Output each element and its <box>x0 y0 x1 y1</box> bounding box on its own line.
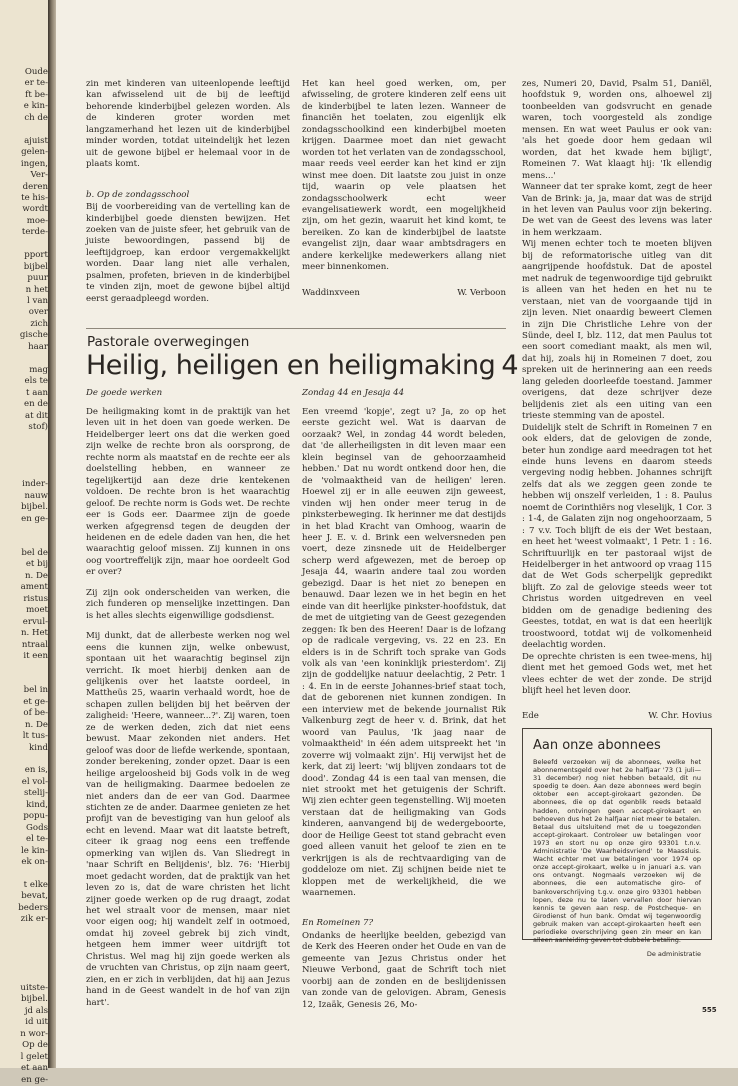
gutter-fragment: kind <box>29 742 48 753</box>
gutter-fragment: ervul- <box>22 616 48 627</box>
gutter-fragment: Oude <box>24 67 48 77</box>
gutter-fragment: te his- <box>21 192 48 203</box>
article-column-c <box>522 79 712 723</box>
gutter-fragment: Op de <box>22 1040 48 1051</box>
article-kicker: Pastorale overwegingen <box>87 334 250 350</box>
signature-name: W. Verboon <box>457 287 506 298</box>
gutter-fragment: puur <box>27 273 48 284</box>
gutter-fragment: n. Het <box>20 628 48 639</box>
gutter-fragment: terde- <box>21 227 48 238</box>
subheading-goede-werken: De goede werken <box>86 388 163 398</box>
paragraph: De heiligmaking komt in de praktijk van het leven uit in het doen van goede werken. De Heidelberger leert ons dat die werken goed zijn welke de rechte bron als oorsprong, de rechte norm als maatstaf en de rechte eer als doelstelling hebben, en wanneer ze tegelijkertijd aan deze drie kentekenen voldoen. De rechte bron is het waarachtig geloof. De rechte norm is Gods wet. De rechte eer is Gods eer. Daarmee zijn de goede werken afgegrensd tegen de deugden der heidenen en de edele daden van hen, die het waarachtig geloof missen. Zij kunnen in ons oog voortreffelijk zijn, maar hoe oordeelt God er over? <box>86 407 290 578</box>
paragraph: Wij menen echter toch te moeten blijven bij de reformatorische uitleg van dit aangrijpende hoofdstuk. Dat de apostel met nadruk de tegenwoordige tijd gebruikt is alleen van het heden en het nu te verstaan, niet van de voorgaande tijd in zijn leven. Niet onaardig beweert Clemen in zijn Die Christliche Lehre von der Sünde, deel I, blz. 112, dat men Paulus tot een soort comediant maakt, als men wil, dat hij, zoals hij in Romeinen 7 doet, zou spreken uit de herinnering aan een reeds lang geleden doorleefde toestand. Jammer overigens, dat deze schrijver deze belijdenis ziet als een uiting van een trieste stemming van de apostel. <box>522 239 712 422</box>
notice-signature: De administratie <box>646 950 701 959</box>
gutter-fragment: et bij <box>25 559 48 570</box>
gutter-fragment: beders <box>18 902 48 913</box>
article-prev-column-1 <box>86 79 290 314</box>
gutter-fragment: popu- <box>23 811 48 822</box>
paragraph: Wanneer dat ter sprake komt, zegt de heer Van de Brink: ja, ja, maar dat was de strijd in het leven van Paulus voor zijn bekering. De wet van de Geest des levens was later in hem werkzaam. <box>522 182 712 238</box>
gutter-fragment: ament <box>20 582 48 593</box>
gutter-fragment: er te- <box>24 78 48 89</box>
signature-place: Waddinxveen <box>302 287 360 298</box>
gutter-fragment: e kin- <box>23 101 48 112</box>
article-divider <box>86 328 506 329</box>
article-title-number: 4 <box>501 350 518 381</box>
gutter-fragment: bijbel. <box>21 994 48 1005</box>
gutter-fragment: n. De <box>25 719 48 730</box>
gutter-fragment: en ge- <box>21 1074 48 1085</box>
paragraph: Mij dunkt, dat de allerbeste werken nog wel eens die kunnen zijn, welke onbewust, spontaan uit het waarachtig beginsel zijn verricht. Ik moet hierbij denken aan de gelijkenis over het laatste oordeel, in Mattheüs 25, waarin verhaald wordt, hoe de schapen zullen belijden bij het beërven der zaligheid: 'Heere, wanneer...?'. Zij waren, toen ze de werken deden, zich dat niet eens bewust. Maar zekonden niet anders. Het geloof was door de liefde werkende, spontaan, zonder berekening, zonder opzet. Daar is een heilige argeloosheid bij Gods volk in de weg van de heiligmaking. Daarmee bedoelen ze niet anders dan de eer van God. Daarmee stichten ze de ander. Daarmee genieten ze het profijt van de bevestiging van hun geloof als echt en levend. Maar wat dit laatste betreft, citeer ik graag nog eens een treffende opmerking van wijlen ds. Van Sliedregt in 'naar Schrift en Belijdenis', blz. 76: 'Hierbij moet gedacht worden, dat de praktijk van het leven zo is, dat de ware christen het licht zijner goede werken op de rug draagt, zodat het wel straalt voor de mensen, maar niet voor eigen oog; hij wandelt zelf in ootmoed, omdat hij zoveel gebrek bij zich vindt, hetgeen hem immer weer uitdrijft tot Christus. Wel mag hij zijn goede werken als de vruchten van Christus, op zijn naam geert, zien, en er zich in verblijden, dat hij aan Jezus hand in de Geest wandelt in de hof van zijn hart'. <box>86 631 290 1008</box>
notice-body: Beleefd verzoeken wij de abonnees, welke het abonnementsgeld over het 2e halfjaar '73 (1 juli—31 december) nog niet hebben betaald, dit nu spoedig te doen. Aan deze abonnees werd begin oktober een accept-girokaart gezonden. De abonnees, die op dat ogenblik reeds betaald hadden, ontvingen geen accept-girokaart en behoeven dus het 2e halfjaar niet meer te betalen. Betaal dus uitsluitend met de u toegezonden accept-girokaart. Controleer uw betalingen voor 1973 en stort nu op onze giro 93301 t.n.v. Administratie 'De Waarheidsvriend' te Maassluis. Wacht echter met uw betalingen voor 1974 op onze accept-girokaart, welke u in januari a.s. van ons ontvangt. Nogmaals verzoeken wij de abonnees, die een automatische giro- of bankoverschrijving t.g.v. onze giro 93301 hebben lopen, deze nu te laten vervallen door hiervan kennis te geven aan resp. de Postcheque- en Girodienst of hun bank. Omdat wij tegenwoordig gebruik maken van accept-girokaarten heeft een periodieke overschrijving geen zin meer en kan alleen aanleiding geven tot dubbele betaling. <box>533 758 701 945</box>
signature-line <box>522 711 712 722</box>
gutter-fragment: bevat, <box>21 891 48 902</box>
gutter-fragment: ch de <box>24 112 48 123</box>
gutter-fragment: haar <box>28 341 48 352</box>
gutter-fragment: moet <box>26 605 48 616</box>
signature-place: Ede <box>522 711 539 722</box>
gutter-fragment: deren <box>22 181 48 192</box>
gutter-fragment: it een <box>23 650 48 661</box>
gutter-fragment: ek on- <box>21 857 48 868</box>
gutter-fragment: bel de <box>21 547 48 558</box>
gutter-fragment: l van <box>27 296 48 306</box>
gutter-fragment: ristus <box>23 593 48 604</box>
gutter-fragment: en ge- <box>21 513 48 524</box>
paragraph: De oprechte christen is een twee-mens, hij dient met het gemoed Gods wet, met het vlees echter de wet der zonde. De strijd blijft heel het leven door. <box>522 651 712 697</box>
paragraph: Een vreemd 'kopje', zegt u? Ja, zo op het eerste gezicht wel. Wat is daarvan de oorzaak? Wel, in zondag 44 wordt beleden, dat 'de allerheiligsten in dit leven maar een klein beginsel van de gehoorzaamheid hebben.' Dat nu wordt ontkend door hen, die de 'volmaaktheid van de heiligen' leren. Hoewel zij er in alle eeuwen zijn geweest, vinden wij hen onder meer terug in de pinksterbeweging. Ik herinner me dat destijds in het blad Kracht van Omhoog, waarin de heer J. E. v. d. Brink een welversneden pen voert, deze zinsnede uit de Heidelberger scherp werd afgewezen, met de beroep op Jesaja 44, waarin andere taal zou worden gebezigd. Daar is het niet zo benepen en benauwd. Daar lezen we in het begin en het einde van dit heerlijke pinkster-hoofdstuk, dat de met de uitgieting van de Geest gezegenden zeggen: Ik ben des Heeren! Daar is de lofzang op de radicale vergeving, vs. 22 en 23. En elders is in de Schrift toch sprake van Gods volk als van 'een koninklijk priesterdom'. Zij zijn de goddelijke natuur deelachtig, 2 Petr. 1 : 4. En in de eerste Johannes-brief staat toch, dat de geborenen niet kunnen zondigen. In een interview met de bekende journalist Rik Valkenburg zegt de heer v. d. Brink, dat het woord van Paulus, 'Ik jaag naar de volmaaktheid' in één adem uitspreekt het 'in zoverre wij volmaakt zijn'. Hij verwijst het de kerk, dat zij leert: 'wij blijven zondaars tot de dood'. Zondag 44 is een taal van mensen, die niet strookt met het getuigenis der Schrift. Wij zien echter geen tegenstelling. Wij moeten verstaan dat de heiligmaking van Gods kinderen, aanvangend bij de wedergeboorte, door de Heilige Geest tot stand gebracht even goed alleen vanuit het geloof te zien en te verkrijgen is als de rechtvaardiging van de goddeloze om niet. Zij schijnen beide niet te kloppen met de werkelijkheid, die we waarnemen. <box>302 407 506 899</box>
gutter-fragment: Ver- <box>30 170 48 181</box>
notice-title: Aan onze abonnees <box>533 738 661 753</box>
article-prev-column-2 <box>302 79 506 299</box>
gutter-fragment: uitste- <box>20 983 48 993</box>
gutter-fragment: ingen, <box>20 158 48 169</box>
gutter-fragment: t elke <box>23 879 48 890</box>
gutter-fragment: t aan <box>26 387 48 398</box>
gutter-fragment: lt tus- <box>22 731 48 742</box>
gutter-fragment: el vol- <box>21 776 48 787</box>
gutter-fragment: bijbel. <box>21 502 48 513</box>
gutter-fragment: moe- <box>26 215 48 226</box>
paragraph: Het kan heel goed werken, om, per afwisseling, de grotere kinderen zelf eens uit de kinderbijbel te laten lezen. Wanneer de financiën het toelaten, zou eigenlijk elk zondagsschoolkind een kinderbijbel moeten krijgen. Daarmee moet dan niet gewacht worden tot het verlaten van de zondagsschool, maar reeds veel eerder kan het kind er zijn winst mee doen. Dit laatste zou juist in onze tijd, waarin op vele plaatsen het zondagsschoolwerk echt weer evangelisatiewerk wordt, een mogelijkheid zijn, om het gezin, waaruit het kind komt, te bereiken. Zo kan de kinderbijbel de laatste evangelist zijn, daar waar ambtsdragers en andere kerkelijke medewerkers allang niet meer binnenkomen. <box>302 79 506 273</box>
paragraph: zes, Numeri 20, David, Psalm 51, Daniël, hoofdstuk 9, worden ons, alhoewel zij toonbeelden van godsvrucht en genade waren, toch voorgesteld als zondige mensen. En wat weet Paulus er ook van: 'als het goede door hem gedaan wil worden, dat het kwade hem bijligt', Romeinen 7. Wat klaagt hij: 'Ik ellendig mens...' <box>522 79 712 181</box>
gutter-fragment: zich <box>30 318 48 329</box>
paragraph: Duidelijk stelt de Schrift in Romeinen 7 en ook elders, dat de gelovigen de zonde, beter hun zondige aard meedragen tot het einde huns levens en daarom steeds vergeving nodig hebben. Johannes schrijft zelfs dat als we zeggen geen zonde te hebben wij onszelf verleiden, 1 : 8. Paulus noemt de Corinthiërs nog vleselijk, 1 Cor. 3 : 1-4, de Galaten zijn nog ongehoorzaam, 5 : 7 v.v. Toch blijft de eis der Wet bestaan, en heet het 'weest volmaakt', 1 Petr. 1 : 16. Schriftuurlijk en ter pastoraal wijst de Heidelberger in het antwoord op vraag 115 dat de Wet Gods scherpelijk gepredikt blijft. Zo zal de gelovige steeds weer tot Christus worden uitgedreven en veel bidden om de genadige bediening des Geestes, totdat, en wat is dat een heerlijk troostwoord, totdat wij de volkomenheid deelachtig worden. <box>522 422 713 651</box>
previous-page-gutter <box>0 0 50 1085</box>
gutter-fragment: id uit <box>25 1017 48 1028</box>
gutter-fragment: wordt <box>22 204 48 215</box>
gutter-fragment: ntraal <box>21 639 48 650</box>
article-title <box>86 350 518 381</box>
gutter-fragment: jd als <box>24 1005 48 1016</box>
gutter-fragment: stelij- <box>23 788 48 799</box>
section-heading: En Romeinen 7? <box>302 918 374 929</box>
page-number: 555 <box>702 1006 717 1014</box>
gutter-fragment: els te <box>24 376 48 387</box>
gutter-fragment: bel in <box>23 685 48 696</box>
gutter-fragment: et aan <box>20 1063 48 1074</box>
gutter-fragment: et ge- <box>23 696 48 707</box>
subheading-zondag-44: Zondag 44 en Jesaja 44 <box>302 388 405 398</box>
gutter-fragment: n het <box>25 284 48 295</box>
paragraph: Bij de voorbereiding van de vertelling kan de kinderbijbel goede diensten bewijzen. Het zoeken van de juiste sfeer, het gebruik van de juiste bewoordingen, passend bij de leeftijdgroep, kan erdoor vergemakkelijkt worden. Daar lang niet alle verhalen, psalmen, profeten, brieven in de kinderbijbel te vinden zijn, moet de gewone bijbel altijd eerst geraadpleegd worden. <box>86 202 290 304</box>
gutter-fragment: le kin- <box>21 845 48 856</box>
gutter-fragment: kind, <box>26 799 48 810</box>
gutter-fragment: en de <box>24 399 48 410</box>
gutter-fragment: zik er- <box>20 914 48 925</box>
gutter-fragment: of be- <box>23 708 48 719</box>
gutter-fragment: mag <box>29 364 48 375</box>
subscriber-notice-box <box>522 728 712 959</box>
gutter-fragment: el te- <box>25 834 48 845</box>
gutter-fragment: gelen- <box>21 147 48 158</box>
article-title-text: Heilig, heiligen en heiligmaking <box>86 350 496 381</box>
paragraph: zin met kinderen van uiteenlopende leeftijd kan afwisselend uit de bij de leeftijd behorende kinderbijbel gelezen worden. Als de kinderen groter worden met langzamerhand het lezen uit de kinderbijbel minder worden, totdat uiteindelijk het lezen uit de gewone bijbel er helemaal voor in de plaats komt. <box>86 79 290 170</box>
gutter-fragment: n wor- <box>20 1028 48 1039</box>
gutter-fragment: ajuist <box>24 135 48 146</box>
signature-line <box>302 288 506 299</box>
signature-name: W. Chr. Hovius <box>648 711 712 722</box>
gutter-fragment: stof) <box>28 421 48 432</box>
gutter-fragment: nauw <box>24 490 48 501</box>
gutter-fragment: ft be- <box>25 89 48 100</box>
gutter-fragment: pport <box>24 250 48 261</box>
gutter-fragment: l gelet <box>20 1051 48 1062</box>
paragraph: Ondanks de heerlijke beelden, gebezigd van de Kerk des Heeren onder het Oude en van de gemeente van Jezus Christus onder het Nieuwe Verbond, gaat de Schrift toch niet voorbij aan de zonden en de beslijdenissen van zonde van de gelovigen. Abram, Genesis 12, Izaäk, Genesis 26, Mo- <box>302 930 506 1010</box>
magazine-page <box>56 0 738 1068</box>
article-column-b <box>302 407 506 1020</box>
gutter-fragment: n. De <box>25 570 48 581</box>
gutter-fragment: over <box>28 307 48 318</box>
gutter-fragment: gische <box>19 330 48 341</box>
article-column-a <box>86 407 290 1018</box>
gutter-fragment: bijbel <box>23 261 48 272</box>
gutter-fragment: at dit <box>24 410 48 421</box>
paragraph: Zij zijn ook onderscheiden van werken, die zich funderen op menselijke inzettingen. Dan is het alles slechts eigenwillige godsdienst. <box>86 587 290 621</box>
section-heading: b. Op de zondagsschool <box>86 189 190 200</box>
gutter-fragment: inder- <box>22 479 48 490</box>
gutter-fragment: Gods <box>26 822 48 833</box>
gutter-fragment: en is, <box>24 765 48 776</box>
